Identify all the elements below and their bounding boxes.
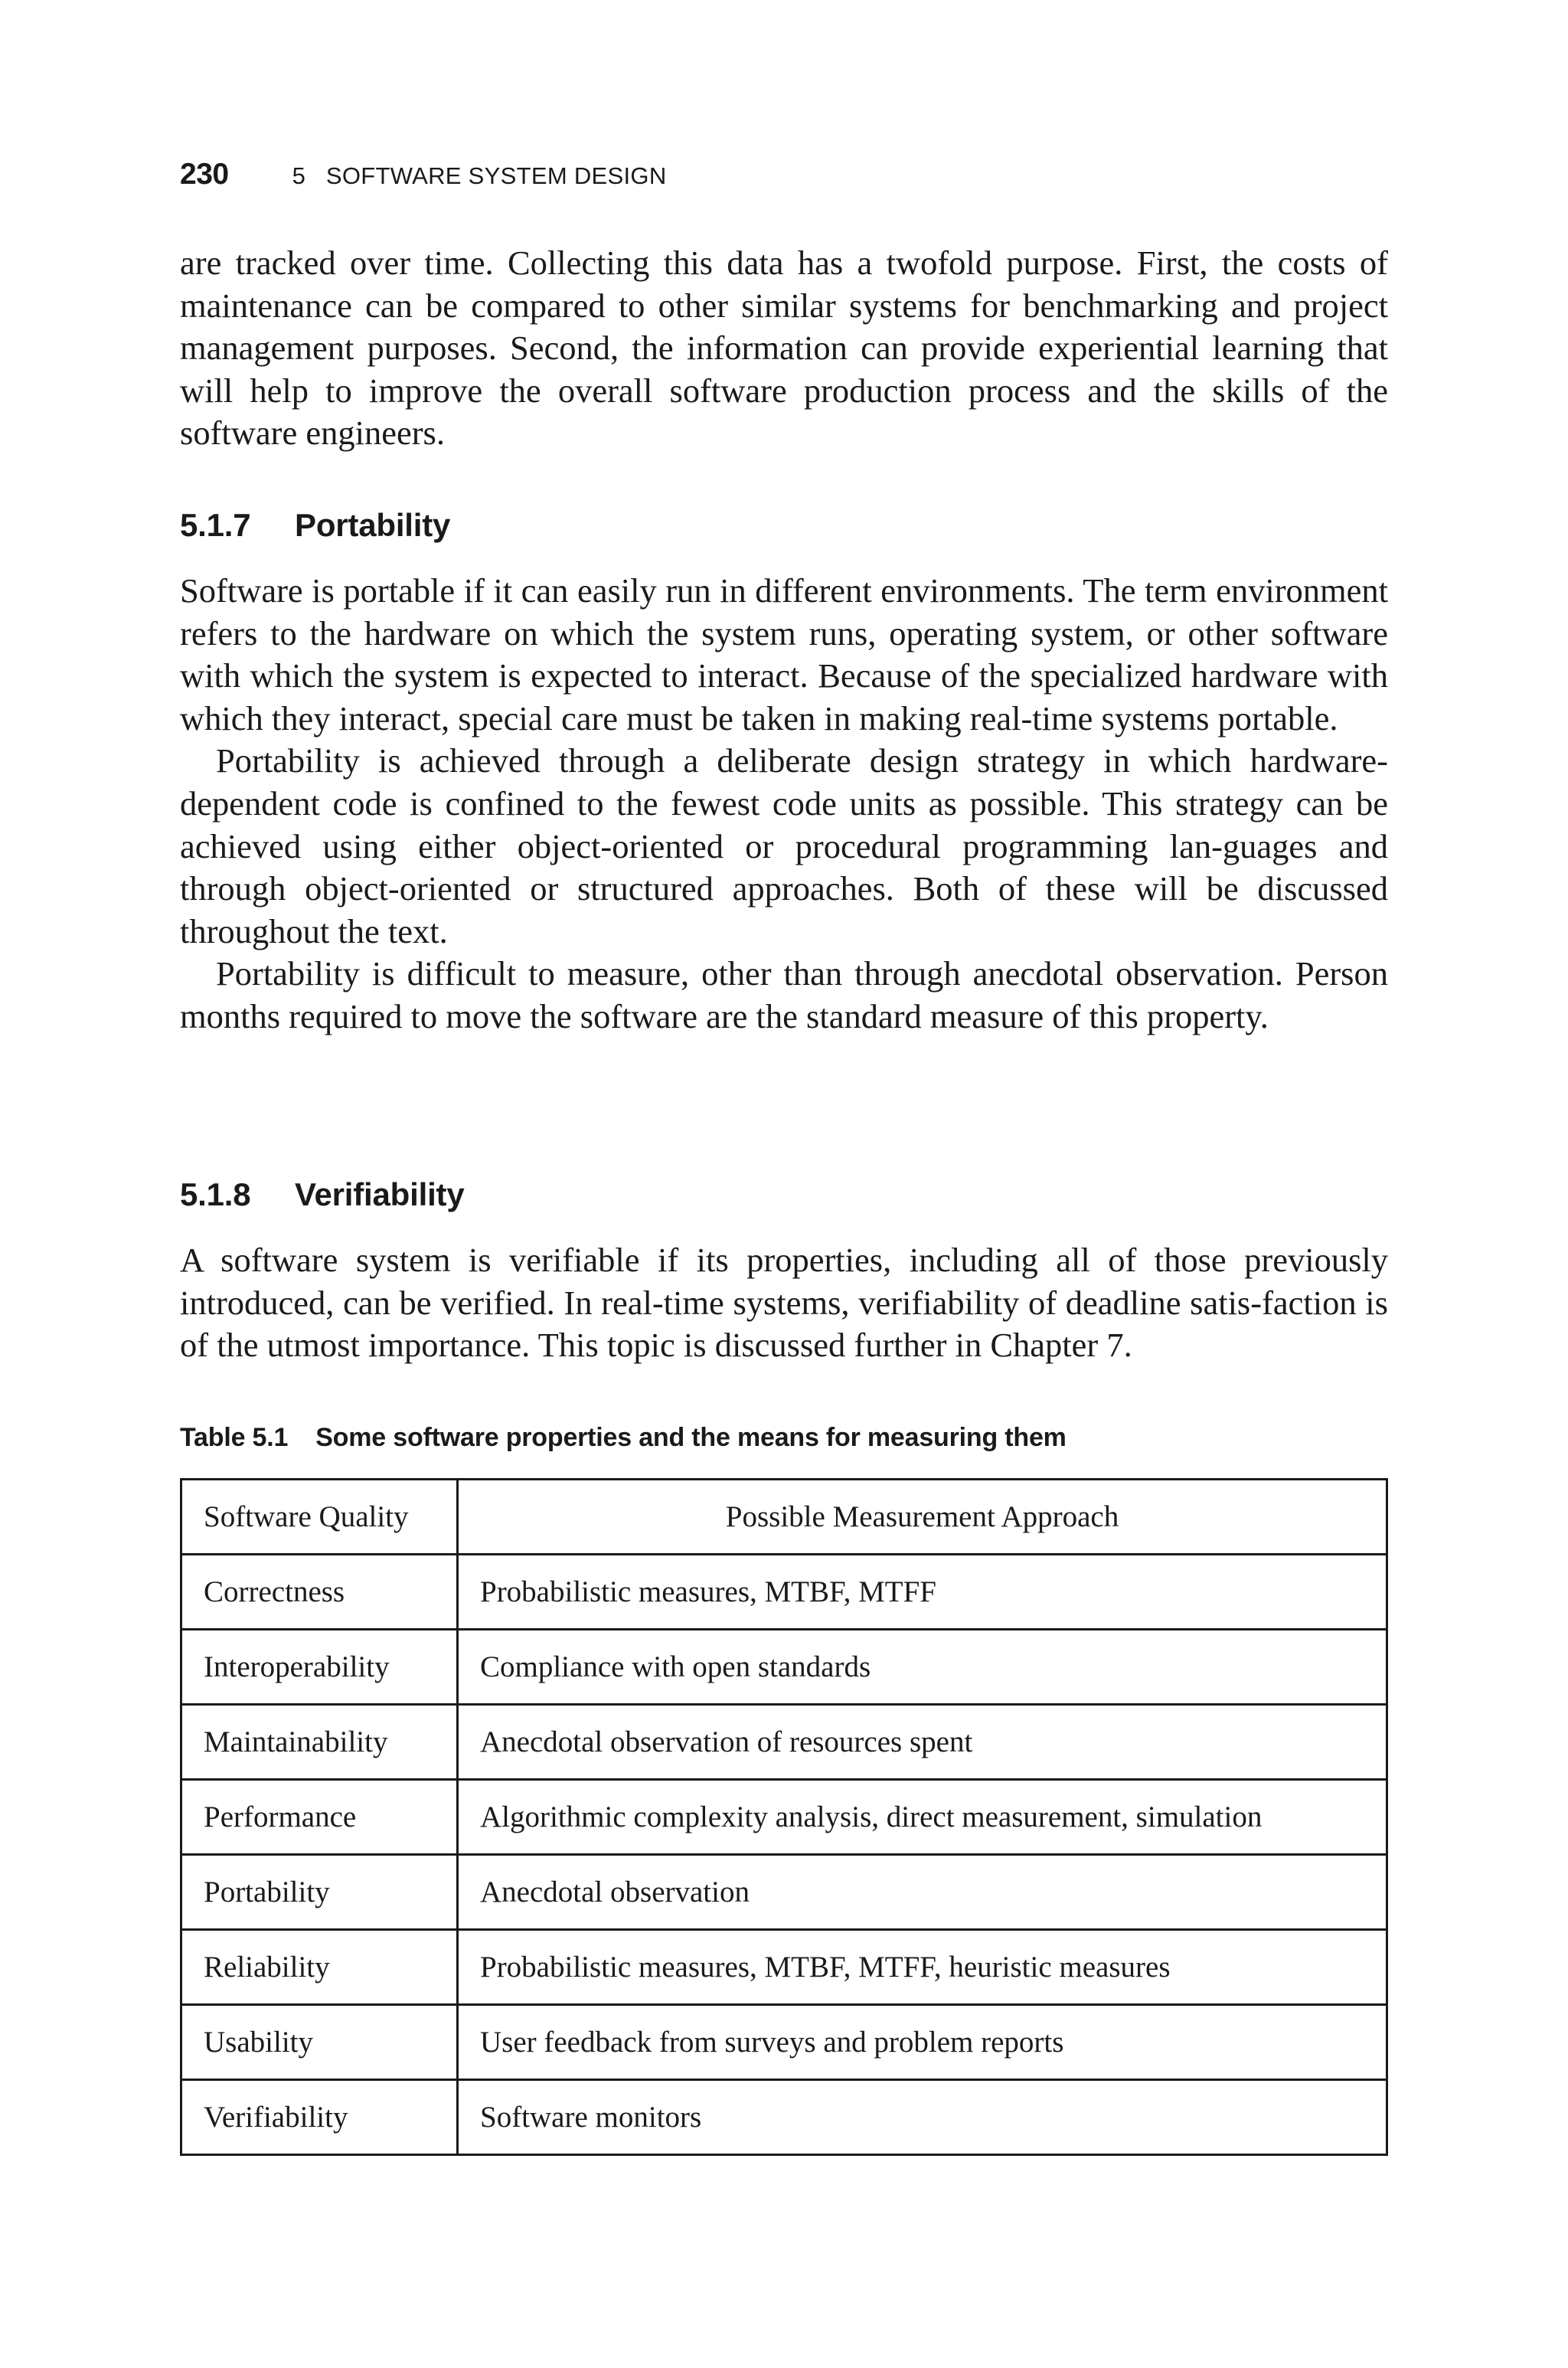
table-row	[181, 2080, 1387, 2155]
approach-cell: Anecdotal observation of resources spent	[458, 1705, 1387, 1780]
approach-cell: Software monitors	[458, 2080, 1387, 2155]
software-properties-table	[180, 1478, 1388, 2156]
column-header: Possible Measurement Approach	[458, 1480, 1387, 1555]
quality-cell: Verifiability	[181, 2080, 458, 2155]
table-header-row	[181, 1480, 1387, 1555]
section-heading-portability	[180, 507, 450, 544]
table-caption	[180, 1423, 1067, 1453]
approach-cell: Probabilistic measures, MTBF, MTFF, heuristic measures	[458, 1930, 1387, 2005]
approach-cell: Algorithmic complexity analysis, direct measurement, simulation	[458, 1780, 1387, 1855]
quality-cell: Portability	[181, 1855, 458, 1930]
quality-cell: Interoperability	[181, 1630, 458, 1705]
table-row	[181, 1930, 1387, 2005]
running-head	[180, 158, 667, 191]
section-number: 5.1.8	[180, 1176, 251, 1212]
chapter-title: 5 SOFTWARE SYSTEM DESIGN	[292, 162, 667, 189]
approach-cell: Anecdotal observation	[458, 1855, 1387, 1930]
quality-cell: Reliability	[181, 1930, 458, 2005]
table-row	[181, 2005, 1387, 2080]
quality-cell: Usability	[181, 2005, 458, 2080]
paragraph: Software is portable if it can easily run in different environments. The term environment refers to the hardware on which the system runs, operating system, or other software with which the system is expected to interact. Because of the specialized hardware with which they interact, special care must be taken in making real-time systems portable.	[180, 571, 1388, 738]
section-heading-verifiability	[180, 1176, 465, 1213]
column-header: Software Quality	[181, 1480, 458, 1555]
table-row	[181, 1705, 1387, 1780]
quality-cell: Correctness	[181, 1555, 458, 1630]
approach-cell: Probabilistic measures, MTBF, MTFF	[458, 1555, 1387, 1630]
table-row	[181, 1555, 1387, 1630]
paragraph: A software system is verifiable if its properties, including all of those previously introduced, can be verified. In real-time systems, verifiability of deadline satis-faction is of the utmost importance. This topic is discussed further in Chapter 7.	[180, 1241, 1388, 1365]
table-label: Table 5.1	[180, 1423, 289, 1452]
section-title: Portability	[295, 507, 451, 543]
verifiability-section-body	[180, 1239, 1388, 1367]
portability-section-body	[180, 570, 1388, 1038]
intro-paragraph: are tracked over time. Collecting this data has a twofold purpose. First, the costs of maintenance can be compared to other similar systems for benchmarking and project management purposes. Second, the information can provide experiential learning that will help to improve the overall software production process and the skills of the software engineers.	[180, 244, 1388, 453]
quality-cell: Performance	[181, 1780, 458, 1855]
approach-cell: User feedback from surveys and problem reports	[458, 2005, 1387, 2080]
section-title: Verifiability	[295, 1176, 465, 1212]
table-row	[181, 1780, 1387, 1855]
table-row	[181, 1630, 1387, 1705]
paragraph: Portability is achieved through a deliberate design strategy in which hardware-dependent code is confined to the fewest code units as possible. This strategy can be achieved using either object-oriented or procedural programming lan-guages and through object-oriented or structured approaches. Both of these will be discussed throughout the text.	[180, 741, 1388, 950]
approach-cell: Compliance with open standards	[458, 1630, 1387, 1705]
section-number: 5.1.7	[180, 507, 251, 543]
table-caption-text: Some software properties and the means for measuring them	[315, 1423, 1067, 1452]
quality-cell: Maintainability	[181, 1705, 458, 1780]
table-row	[181, 1855, 1387, 1930]
paragraph: Portability is difficult to measure, other than through anecdotal observation. Person months required to move the software are the standard measure of this property.	[180, 954, 1388, 1035]
page-number: 230	[180, 158, 229, 191]
